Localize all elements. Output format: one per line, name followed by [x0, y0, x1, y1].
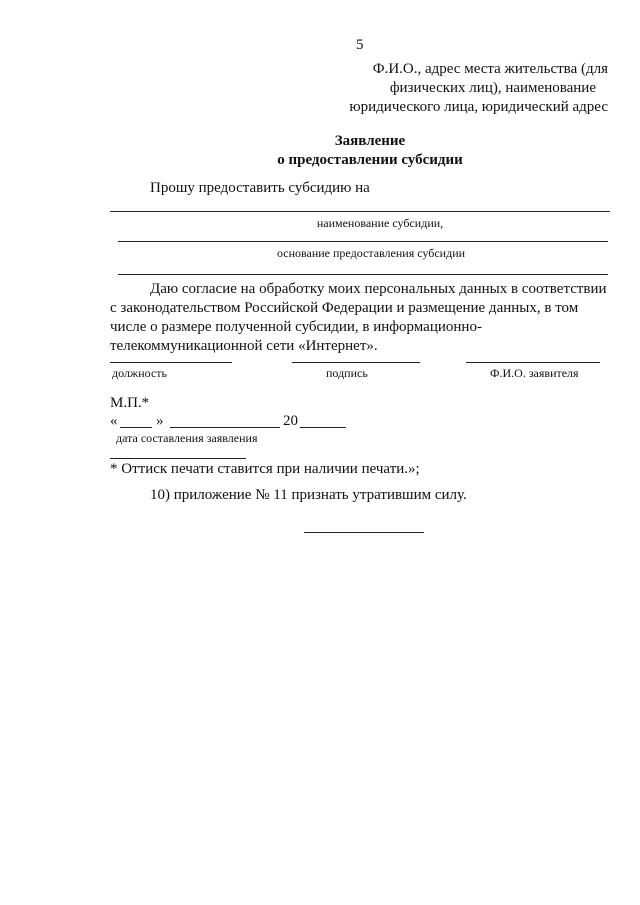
- subsidy-name-caption: наименование субсидии,: [316, 216, 444, 230]
- consent-line-1: Даю согласие на обработку моих персональных данных в соответствии: [150, 281, 607, 297]
- end-separator: [304, 532, 424, 533]
- signature-label: подпись: [326, 366, 368, 380]
- basis-line: [118, 241, 608, 242]
- document-title: [220, 132, 520, 170]
- signature-line: [292, 362, 420, 363]
- footnote: * Оттиск печати ставится при наличии печати.»;: [110, 461, 420, 477]
- footnote-separator: [110, 458, 246, 459]
- position-label: должность: [112, 366, 167, 380]
- year-line: [300, 427, 346, 428]
- basis-caption: основание предоставления субсидии: [276, 246, 466, 260]
- month-line: [170, 427, 280, 428]
- item-10: 10) приложение № 11 признать утратившим силу.: [150, 487, 467, 503]
- extra-line: [118, 274, 608, 275]
- consent-line-4: телекоммуникационной сети «Интернет».: [110, 338, 378, 354]
- applicant-name-label: Ф.И.О. заявителя: [490, 366, 579, 380]
- addressee-line-3: юридического лица, юридический адрес: [349, 99, 608, 115]
- subsidy-name-line: [110, 211, 610, 212]
- day-line: [120, 427, 152, 428]
- date-caption: дата составления заявления: [116, 431, 258, 445]
- addressee-line-1: Ф.И.О., адрес места жительства (для: [372, 61, 608, 77]
- quote-open: «: [110, 413, 118, 429]
- page-number: 5: [356, 37, 364, 53]
- request-text: Прошу предоставить субсидию на: [150, 180, 370, 196]
- title-line-2: о предоставлении субсидии: [277, 152, 463, 168]
- position-line: [110, 362, 232, 363]
- addressee-block: [300, 60, 608, 117]
- consent-paragraph: [110, 280, 630, 356]
- title-line-1: Заявление: [334, 133, 406, 149]
- stamp-mark: М.П.*: [110, 395, 150, 411]
- quote-close: »: [156, 413, 164, 429]
- year-prefix: 20: [283, 413, 298, 429]
- name-line: [466, 362, 600, 363]
- addressee-line-2: физических лиц), наименование: [389, 80, 596, 96]
- consent-line-2: с законодательством Российской Федерации и размещение данных, в том: [110, 300, 579, 316]
- consent-line-3: числе о размере полученной субсидии, в информационно-: [110, 319, 482, 335]
